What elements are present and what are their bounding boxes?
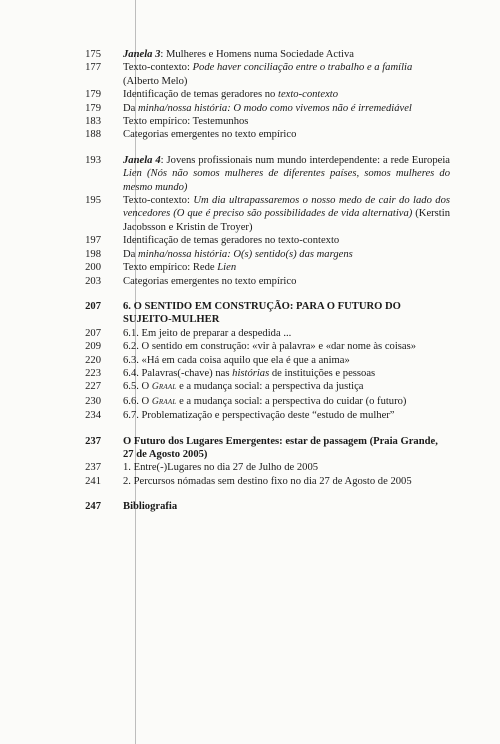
section-gap <box>0 423 500 435</box>
toc-entry <box>0 88 500 101</box>
toc-entry <box>0 461 500 474</box>
toc-title-segment: 6. O SENTIDO EM CONSTRUÇÃO: PARA O FUTURO DO SUJEITO-MULHER <box>123 300 401 326</box>
toc-entry <box>0 354 500 367</box>
toc-title-segment: Da <box>123 102 139 114</box>
toc-entry-title <box>123 102 450 115</box>
toc-title-segment: : Jovens profissionais num mundo interdependente: a rede Europeia <box>160 154 450 166</box>
toc-title-segment: 6.6. O <box>123 395 152 407</box>
toc-entry-title <box>123 300 450 327</box>
toc-title-segment: Um dia ultrapassaremos o nosso medo de cair do lado dos vencedores <box>123 195 450 220</box>
toc-page-number: 179 <box>85 102 101 114</box>
section-gap <box>0 142 500 154</box>
toc-entry <box>0 300 500 327</box>
toc-page-number: 237 <box>85 462 101 474</box>
toc-entry <box>0 48 500 61</box>
toc-entry-title <box>123 500 450 513</box>
toc-title-segment: 6.4. Palavras(-chave) nas <box>123 367 233 379</box>
toc-entry <box>0 327 500 340</box>
toc-page-number: 223 <box>85 367 101 379</box>
toc-title-segment: e a mudança social: a perspectiva do cuidar (o futuro) <box>176 395 407 407</box>
toc-title-segment: O Futuro dos Lugares Emergentes: estar de passagem (Praia Grande, 27 de Agosto 2005) <box>123 435 438 460</box>
toc-entry <box>0 275 500 288</box>
toc-title-segment: (Kerstin Jacobsson e Kristin de Troyer) <box>123 208 450 233</box>
toc-entry-title <box>123 475 450 488</box>
toc-title-segment: 6.2. O sentido em construção: «vir à palavra» e «dar nome às coisas» <box>123 341 417 353</box>
toc-entry <box>0 234 500 247</box>
toc-entry-title <box>123 261 450 274</box>
toc-title-segment: (Nós não somos mulheres de diferentes países, somos mulheres do mesmo mundo) <box>123 168 451 193</box>
toc-page-number: 183 <box>85 116 101 128</box>
toc-entry <box>0 409 500 422</box>
toc-page-number: 197 <box>85 235 101 247</box>
toc-title-segment: de instituições e pessoas <box>269 367 376 379</box>
toc-page-number: 200 <box>85 262 101 274</box>
toc-entry <box>0 248 500 261</box>
toc-page-number: 195 <box>85 195 101 207</box>
section-gap <box>0 288 500 300</box>
toc-title-segment: Categorias emergentes no texto empírico <box>123 275 297 287</box>
toc-title-segment: 1. Entre(-)Lugares no dia 27 de Julho de 2005 <box>123 462 319 474</box>
toc-title-segment: : Mulheres e Homens numa Sociedade Activa <box>160 49 354 60</box>
toc-title-segment: Texto empírico: Testemunhos <box>123 116 249 128</box>
toc-title-segment: 6.7. Problematização e perspectivação deste “estudo de mulher” <box>123 410 395 422</box>
toc-page-number: 198 <box>85 248 101 260</box>
toc-page-number: 175 <box>85 49 101 60</box>
toc-title-segment: minha/nossa história: O(s) sentido(s) das margens <box>138 248 353 260</box>
toc-page-number: 241 <box>85 475 101 487</box>
toc-title-segment: 6.3. «Há em cada coisa aquilo que ela é que a anima» <box>123 354 350 366</box>
toc-title-segment: Texto-contexto: <box>123 195 194 207</box>
toc-entry-title <box>123 409 450 422</box>
toc-entry-title <box>123 395 450 409</box>
toc-page-number: 207 <box>85 300 101 312</box>
toc-entry <box>0 380 500 394</box>
section-gap <box>0 488 500 500</box>
toc-entry <box>0 367 500 380</box>
toc-entry <box>0 194 500 234</box>
toc-title-segment: Graal <box>151 382 177 393</box>
toc-title-segment: Bibliografia <box>123 501 178 513</box>
toc-entry <box>0 128 500 141</box>
toc-entry-title <box>123 248 450 261</box>
toc-title-segment: Lien <box>123 168 142 180</box>
toc-entry-title <box>123 340 450 353</box>
toc-entry-title <box>123 234 450 247</box>
toc-title-segment: minha/nossa história: O modo como vivemos não é irremediável <box>138 102 412 114</box>
toc-entry-title <box>123 194 450 234</box>
toc-page-number: 227 <box>85 381 101 393</box>
toc-entry <box>0 475 500 488</box>
toc-page-number: 220 <box>85 354 101 366</box>
toc-title-segment: Janela 4 <box>123 154 161 166</box>
toc-entry-title <box>123 354 450 367</box>
toc-title-segment: Identificação de temas geradores no <box>123 89 279 101</box>
toc-page-number: 193 <box>85 154 101 166</box>
toc-entry-title <box>123 115 450 128</box>
toc-title-segment: 6.1. Em jeito de preparar a despedida ... <box>123 327 292 339</box>
toc-entry <box>0 340 500 353</box>
toc-page-number: 247 <box>85 501 101 513</box>
toc-title-segment: texto-contexto <box>278 89 339 101</box>
toc-title-segment: Texto-contexto: <box>123 62 193 74</box>
toc-entry <box>0 261 500 274</box>
toc-title-segment: e a mudança social: a perspectiva da justiça <box>176 381 364 393</box>
toc-page-number: 179 <box>85 89 101 101</box>
toc-entry-title <box>123 367 450 380</box>
toc-page-number: 207 <box>85 327 101 339</box>
toc-page-number: 234 <box>85 410 101 422</box>
toc-title-segment: Pode haver conciliação entre o trabalho e a família <box>192 62 413 74</box>
toc-entry-title <box>123 61 450 88</box>
toc-title-segment: histórias <box>232 367 270 379</box>
toc-entry <box>0 500 500 513</box>
toc-entry <box>0 154 500 194</box>
toc-entry <box>0 102 500 115</box>
toc-page-number: 209 <box>85 341 101 353</box>
toc-title-segment: 6.5. O <box>123 381 152 393</box>
toc-entry-title <box>123 48 450 61</box>
toc-entry-title <box>123 435 450 462</box>
toc-entry <box>0 61 500 88</box>
toc-title-segment: (Alberto Melo) <box>123 75 188 87</box>
toc-entry-title <box>123 128 450 141</box>
table-of-contents <box>0 48 500 514</box>
toc-page-number: 177 <box>85 62 101 74</box>
toc-entry-title <box>123 275 450 288</box>
toc-page-number: 188 <box>85 129 101 141</box>
toc-entry <box>0 435 500 462</box>
toc-title-segment: Da <box>123 248 139 260</box>
toc-entry-title <box>123 380 450 394</box>
toc-entry-title <box>123 88 450 101</box>
toc-entry-title <box>123 327 450 340</box>
toc-title-segment: Lien <box>217 262 237 274</box>
toc-title-segment: Identificação de temas geradores no texto-contexto <box>123 235 340 247</box>
toc-title-segment: 2. Percursos nómadas sem destino fixo no dia 27 de Agosto de 2005 <box>123 475 412 487</box>
toc-entry-title <box>123 461 450 474</box>
toc-entry-title <box>123 154 450 194</box>
toc-title-segment: Texto empírico: Rede <box>123 262 218 274</box>
toc-page-number: 230 <box>85 395 101 407</box>
toc-title-segment: Graal <box>151 396 177 407</box>
toc-page-number: 237 <box>85 435 101 447</box>
toc-title-segment: (O que é preciso são possibilidades de vida alternativa) <box>173 208 413 220</box>
toc-title-segment: Janela 3 <box>123 49 161 60</box>
toc-page-number: 203 <box>85 275 101 287</box>
toc-entry <box>0 395 500 409</box>
toc-entry <box>0 115 500 128</box>
toc-title-segment: Categorias emergentes no texto empírico <box>123 129 297 141</box>
